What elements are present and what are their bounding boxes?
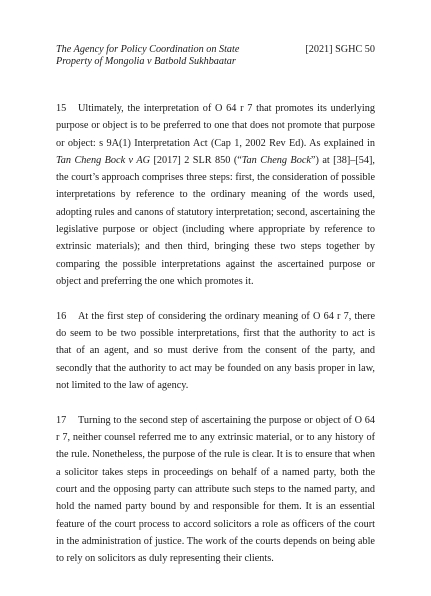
paragraph-text: Turning to the second step of ascertaining the purpose or object of O 64 r 7, neither counsel referred me to any extrinsic material, or to any history of the rule. Nonetheless, the purpose of the rule is clear. It is to ensure that when a solicitor takes steps in proceedings on behalf of a named party, both the court and the opposing party can attribute such steps to the named party, and hold the named party bound by and responsible for them. It is an essential feature of the court process to accord solicitors a role as officers of the court in the administration of justice. The work of the courts depends on being able to rely on solicitors as duly representing their clients. (56, 414, 375, 565)
paragraph-16 (56, 308, 375, 394)
case-short-name-italic: Tan Cheng Bock (241, 154, 311, 166)
case-title-line-2: Property of Mongolia v Batbold Sukhbaatar (56, 56, 236, 67)
paragraph-17 (56, 412, 375, 568)
paragraph-text: Ultimately, the interpretation of O 64 r 7 that promotes its underlying purpose or object is to be preferred to one that does not promote that purpose or object: s 9A(1) Interpretation Act (Cap 1, 2002 Rev Ed). As explained in (56, 103, 375, 149)
paragraph-text: At the first step of considering the ordinary meaning of O 64 r 7, there do seem to be two possible interpretations, first that the authority to act is that of an agent, and so must derive from the consent of the party, and secondly that the authority to act may be founded on any basis proper in law, not limited to the law of agency. (56, 310, 375, 391)
paragraph-text: [2017] 2 SLR 850 (“ (150, 154, 242, 166)
case-citation: [2021] SGHC 50 (305, 44, 375, 55)
paragraph-number: 17 (56, 414, 67, 426)
case-title-line-1: The Agency for Policy Coordination on State (56, 44, 240, 55)
paragraph-number: 16 (56, 310, 67, 322)
page-header (56, 44, 375, 68)
document-body (56, 100, 375, 567)
paragraph-number: 15 (56, 103, 67, 114)
paragraph-15 (56, 100, 375, 290)
case-name-italic: Tan Cheng Bock v AG (56, 154, 151, 166)
case-title (56, 44, 286, 68)
paragraph-text: ”) at [38]–[54], the court’s approach comprises three steps: first, the consideration of possible interpretations by reference to the ordinary meaning of the words used, adopting rules and canons of statutory interpretation; second, ascertaining the legislative purpose or object (including where appropriate by reference to extrinsic materials); and then third, bringing these two steps together by comparing the possible interpretations against the ascertained purpose or object and preferring the one which promotes it. (56, 154, 375, 287)
